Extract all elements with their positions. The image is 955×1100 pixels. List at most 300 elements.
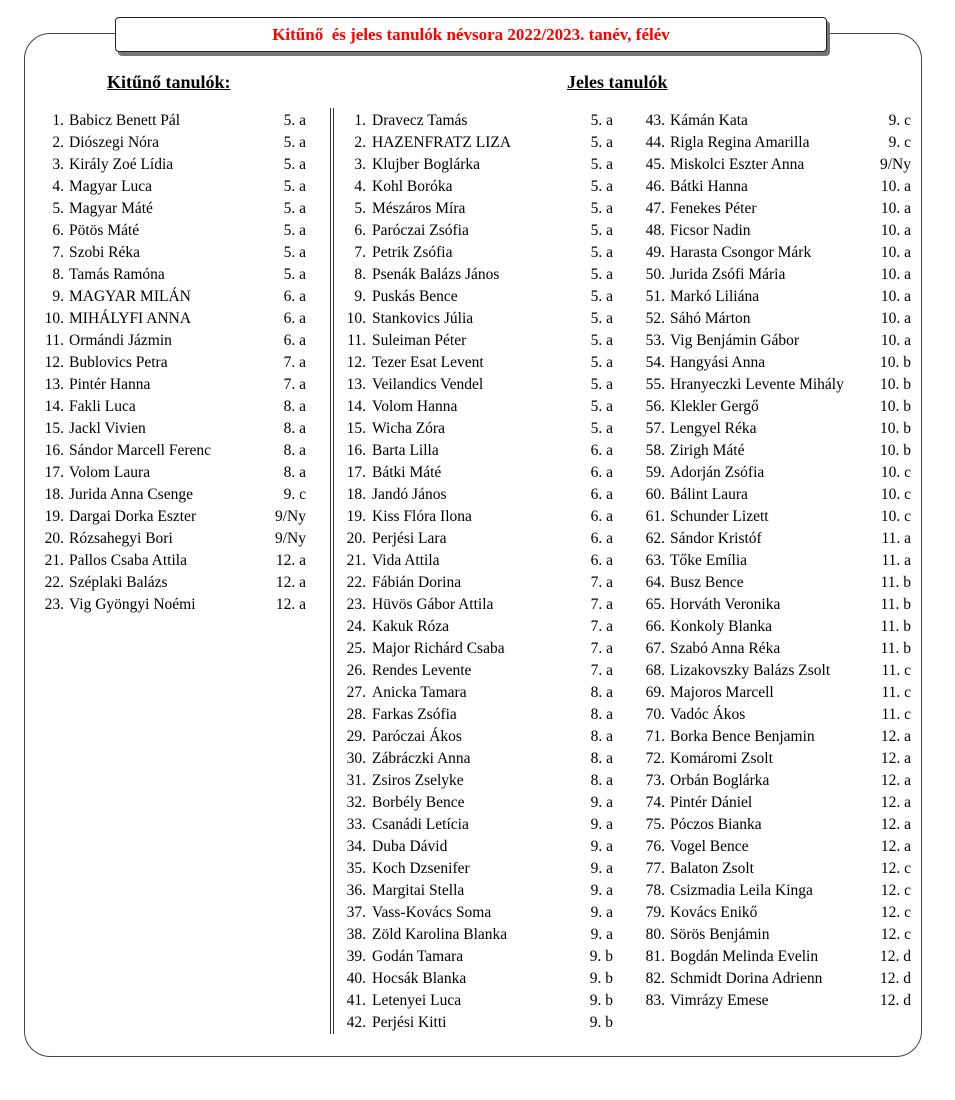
class-label: 6. a xyxy=(590,464,613,481)
class-label: 9. a xyxy=(590,860,613,877)
item-number: 57. xyxy=(645,420,665,437)
list-item xyxy=(40,528,306,550)
item-number: 71. xyxy=(645,728,665,745)
list-item xyxy=(341,418,613,440)
item-number: 7. xyxy=(354,244,366,261)
list-item xyxy=(341,198,613,220)
class-label: 8. a xyxy=(590,772,613,789)
item-number: 6. xyxy=(52,222,64,239)
class-label: 6. a xyxy=(590,508,613,525)
list-item xyxy=(341,176,613,198)
student-name: Tamás Ramóna xyxy=(69,266,165,283)
class-label: 9. c xyxy=(888,134,911,151)
list-item xyxy=(40,352,306,374)
student-name: Kohl Boróka xyxy=(372,178,453,195)
item-number: 56. xyxy=(645,398,665,415)
class-label: 5. a xyxy=(590,420,613,437)
item-number: 37. xyxy=(346,904,366,921)
list-item xyxy=(341,902,613,924)
class-label: 8. a xyxy=(283,420,306,437)
student-name: Letenyei Luca xyxy=(372,992,462,1009)
list-item xyxy=(641,946,911,968)
class-label: 11. a xyxy=(881,552,911,569)
list-item xyxy=(341,660,613,682)
item-number: 67. xyxy=(645,640,665,657)
student-name: Hranyeczki Levente Mihály xyxy=(670,376,844,393)
class-label: 8. a xyxy=(590,750,613,767)
list-item xyxy=(341,682,613,704)
class-label: 9/Ny xyxy=(275,530,306,547)
list-item xyxy=(641,682,911,704)
class-label: 10. b xyxy=(880,442,911,459)
student-name: Anicka Tamara xyxy=(372,684,467,701)
class-label: 5. a xyxy=(590,156,613,173)
class-label: 11. b xyxy=(880,596,911,613)
list-item xyxy=(40,396,306,418)
item-number: 24. xyxy=(346,618,366,635)
list-item xyxy=(40,572,306,594)
item-number: 9. xyxy=(354,288,366,305)
item-number: 15. xyxy=(44,420,64,437)
class-label: 9. a xyxy=(590,816,613,833)
list-item xyxy=(641,858,911,880)
list-item xyxy=(641,792,911,814)
class-label: 8. a xyxy=(283,464,306,481)
class-label: 8. a xyxy=(590,706,613,723)
list-item xyxy=(341,462,613,484)
list-item xyxy=(641,352,911,374)
student-name: Puskás Bence xyxy=(372,288,458,305)
student-name: Lizakovszky Balázs Zsolt xyxy=(670,662,831,679)
list-item xyxy=(341,484,613,506)
list-item xyxy=(40,418,306,440)
kitunok-list xyxy=(40,110,306,616)
list-item xyxy=(641,726,911,748)
list-item xyxy=(641,968,911,990)
student-name: Horváth Veronika xyxy=(670,596,781,613)
item-number: 21. xyxy=(346,552,366,569)
list-item xyxy=(40,484,306,506)
item-number: 80. xyxy=(645,926,665,943)
list-item xyxy=(641,836,911,858)
list-item xyxy=(641,308,911,330)
list-item xyxy=(641,286,911,308)
list-item xyxy=(40,286,306,308)
class-label: 6. a xyxy=(590,530,613,547)
student-name: Godán Tamara xyxy=(372,948,464,965)
item-number: 83. xyxy=(645,992,665,1009)
class-label: 8. a xyxy=(283,398,306,415)
student-name: Harasta Csongor Márk xyxy=(670,244,812,261)
item-number: 2. xyxy=(354,134,366,151)
class-label: 12. a xyxy=(880,750,911,767)
class-label: 5. a xyxy=(283,244,306,261)
item-number: 63. xyxy=(645,552,665,569)
list-item xyxy=(341,264,613,286)
item-number: 59. xyxy=(645,464,665,481)
list-item xyxy=(341,924,613,946)
item-number: 11. xyxy=(45,332,64,349)
class-label: 12. a xyxy=(880,772,911,789)
class-label: 5. a xyxy=(590,178,613,195)
item-number: 2. xyxy=(52,134,64,151)
class-label: 11. c xyxy=(881,662,911,679)
item-number: 48. xyxy=(645,222,665,239)
student-name: Zirigh Máté xyxy=(670,442,745,459)
item-number: 54. xyxy=(645,354,665,371)
class-label: 10. c xyxy=(880,508,911,525)
list-item xyxy=(641,506,911,528)
item-number: 18. xyxy=(44,486,64,503)
list-item xyxy=(40,176,306,198)
list-item xyxy=(641,990,911,1012)
student-name: Petrik Zsófia xyxy=(372,244,453,261)
list-item xyxy=(341,792,613,814)
student-name: Tezer Esat Levent xyxy=(372,354,484,371)
student-name: Perjési Kitti xyxy=(372,1014,447,1031)
list-item xyxy=(341,308,613,330)
list-item xyxy=(40,110,306,132)
list-item xyxy=(641,638,911,660)
class-label: 10. a xyxy=(880,288,911,305)
student-name: Borka Bence Benjamin xyxy=(670,728,815,745)
student-name: Barta Lilla xyxy=(372,442,439,459)
class-label: 5. a xyxy=(590,266,613,283)
item-number: 17. xyxy=(346,464,366,481)
list-item xyxy=(40,154,306,176)
student-name: Jurida Zsófi Mária xyxy=(670,266,786,283)
class-label: 10. a xyxy=(880,310,911,327)
class-label: 9. a xyxy=(590,794,613,811)
student-name: Farkas Zsófia xyxy=(372,706,457,723)
list-item xyxy=(40,308,306,330)
class-label: 11. b xyxy=(880,618,911,635)
list-item xyxy=(641,594,911,616)
class-label: 10. a xyxy=(880,244,911,261)
item-number: 11. xyxy=(347,332,366,349)
student-name: Csanádi Letícia xyxy=(372,816,469,833)
list-item xyxy=(641,528,911,550)
student-name: Hüvös Gábor Attila xyxy=(372,596,494,613)
student-name: Bátki Hanna xyxy=(670,178,748,195)
list-item xyxy=(40,440,306,462)
student-name: Csizmadia Leila Kinga xyxy=(670,882,813,899)
student-name: Vimrázy Emese xyxy=(670,992,769,1009)
class-label: 7. a xyxy=(283,376,306,393)
list-item xyxy=(641,330,911,352)
item-number: 19. xyxy=(44,508,64,525)
item-number: 31. xyxy=(346,772,366,789)
student-name: Szobi Réka xyxy=(69,244,141,261)
student-name: MIHÁLYFI ANNA xyxy=(69,310,192,327)
list-item xyxy=(341,704,613,726)
class-label: 7. a xyxy=(590,618,613,635)
class-label: 5. a xyxy=(590,200,613,217)
item-number: 55. xyxy=(645,376,665,393)
class-label: 6. a xyxy=(283,310,306,327)
student-name: Kakuk Róza xyxy=(372,618,450,635)
student-name: Komáromi Zsolt xyxy=(670,750,773,767)
student-name: Vig Gyöngyi Noémi xyxy=(69,596,196,613)
list-item xyxy=(341,110,613,132)
class-label: 5. a xyxy=(283,134,306,151)
student-name: Paróczai Zsófia xyxy=(372,222,469,239)
item-number: 5. xyxy=(354,200,366,217)
list-item xyxy=(641,242,911,264)
list-item xyxy=(641,924,911,946)
item-number: 81. xyxy=(645,948,665,965)
list-item xyxy=(641,880,911,902)
list-item xyxy=(341,990,613,1012)
class-label: 8. a xyxy=(590,728,613,745)
student-name: Póczos Bianka xyxy=(670,816,762,833)
item-number: 23. xyxy=(346,596,366,613)
class-label: 7. a xyxy=(590,574,613,591)
list-item xyxy=(40,242,306,264)
class-label: 12. c xyxy=(880,882,911,899)
class-label: 10. b xyxy=(880,398,911,415)
class-label: 5. a xyxy=(590,398,613,415)
list-item xyxy=(40,264,306,286)
class-label: 10. a xyxy=(880,178,911,195)
list-item xyxy=(341,550,613,572)
class-label: 5. a xyxy=(283,222,306,239)
student-name: Psenák Balázs János xyxy=(372,266,500,283)
item-number: 52. xyxy=(645,310,665,327)
item-number: 34. xyxy=(346,838,366,855)
student-name: Wicha Zóra xyxy=(372,420,445,437)
class-label: 12. d xyxy=(880,970,911,987)
class-label: 9/Ny xyxy=(275,508,306,525)
list-item xyxy=(341,220,613,242)
list-item xyxy=(341,1012,613,1034)
student-name: Rendes Levente xyxy=(372,662,472,679)
item-number: 76. xyxy=(645,838,665,855)
student-name: Margitai Stella xyxy=(372,882,465,899)
list-item xyxy=(341,968,613,990)
student-name: Kámán Kata xyxy=(670,112,748,129)
student-name: Diószegi Nóra xyxy=(69,134,159,151)
item-number: 16. xyxy=(346,442,366,459)
class-label: 5. a xyxy=(590,354,613,371)
list-item xyxy=(341,638,613,660)
student-name: Klujber Boglárka xyxy=(372,156,481,173)
student-name: Jandó János xyxy=(372,486,447,503)
class-label: 9. a xyxy=(590,904,613,921)
student-name: Busz Bence xyxy=(670,574,744,591)
class-label: 5. a xyxy=(283,266,306,283)
list-item xyxy=(641,902,911,924)
item-number: 4. xyxy=(52,178,64,195)
list-item xyxy=(641,814,911,836)
item-number: 8. xyxy=(354,266,366,283)
item-number: 53. xyxy=(645,332,665,349)
class-label: 5. a xyxy=(590,222,613,239)
student-name: Pallos Csaba Attila xyxy=(69,552,187,569)
item-number: 15. xyxy=(346,420,366,437)
item-number: 10. xyxy=(44,310,64,327)
item-number: 10. xyxy=(346,310,366,327)
student-name: Pintér Dániel xyxy=(670,794,753,811)
item-number: 60. xyxy=(645,486,665,503)
class-label: 6. a xyxy=(590,486,613,503)
item-number: 47. xyxy=(645,200,665,217)
list-item xyxy=(341,594,613,616)
class-label: 10. a xyxy=(880,200,911,217)
list-item xyxy=(641,484,911,506)
class-label: 8. a xyxy=(590,684,613,701)
list-item xyxy=(341,396,613,418)
list-item xyxy=(341,154,613,176)
student-name: Sörös Benjámin xyxy=(670,926,770,943)
item-number: 26. xyxy=(346,662,366,679)
list-item xyxy=(641,572,911,594)
student-name: Pötös Máté xyxy=(69,222,140,239)
student-name: Mészáros Míra xyxy=(372,200,466,217)
student-name: Borbély Bence xyxy=(372,794,465,811)
list-item xyxy=(341,946,613,968)
class-label: 12. a xyxy=(880,794,911,811)
class-label: 9. b xyxy=(589,1014,613,1031)
student-name: Sándor Kristóf xyxy=(670,530,762,547)
list-item xyxy=(40,132,306,154)
item-number: 50. xyxy=(645,266,665,283)
item-number: 69. xyxy=(645,684,665,701)
item-number: 12. xyxy=(44,354,64,371)
list-item xyxy=(341,880,613,902)
item-number: 13. xyxy=(44,376,64,393)
list-item xyxy=(641,440,911,462)
list-item xyxy=(341,286,613,308)
student-name: Lengyel Réka xyxy=(670,420,757,437)
jelesek-list-2 xyxy=(641,110,911,1012)
list-item xyxy=(341,836,613,858)
student-name: Vogel Bence xyxy=(670,838,749,855)
item-number: 39. xyxy=(346,948,366,965)
class-label: 12. d xyxy=(880,992,911,1009)
item-number: 73. xyxy=(645,772,665,789)
list-item xyxy=(341,726,613,748)
class-label: 5. a xyxy=(590,112,613,129)
student-name: Ficsor Nadin xyxy=(670,222,751,239)
student-name: Széplaki Balázs xyxy=(69,574,168,591)
student-name: Sándor Marcell Ferenc xyxy=(69,442,212,459)
class-label: 5. a xyxy=(590,310,613,327)
list-item xyxy=(641,418,911,440)
student-name: HAZENFRATZ LIZA xyxy=(372,134,512,151)
class-label: 5. a xyxy=(590,376,613,393)
student-name: Volom Laura xyxy=(69,464,151,481)
student-name: Hocsák Blanka xyxy=(372,970,467,987)
item-number: 35. xyxy=(346,860,366,877)
item-number: 46. xyxy=(645,178,665,195)
class-label: 11. b xyxy=(880,574,911,591)
student-name: Suleiman Péter xyxy=(372,332,467,349)
list-item xyxy=(641,198,911,220)
item-number: 22. xyxy=(346,574,366,591)
item-number: 79. xyxy=(645,904,665,921)
heading-jelesek: Jeles tanulók xyxy=(567,72,668,92)
list-item xyxy=(341,440,613,462)
student-name: Miskolci Eszter Anna xyxy=(670,156,805,173)
item-number: 7. xyxy=(52,244,64,261)
item-number: 65. xyxy=(645,596,665,613)
item-number: 22. xyxy=(44,574,64,591)
item-number: 61. xyxy=(645,508,665,525)
list-item xyxy=(341,132,613,154)
list-item xyxy=(341,814,613,836)
item-number: 21. xyxy=(44,552,64,569)
class-label: 9. b xyxy=(589,970,613,987)
class-label: 5. a xyxy=(590,244,613,261)
student-name: Fenekes Péter xyxy=(670,200,757,217)
class-label: 12. a xyxy=(880,728,911,745)
student-name: Bálint Laura xyxy=(670,486,748,503)
student-name: Dargai Dorka Eszter xyxy=(69,508,197,525)
item-number: 1. xyxy=(354,112,366,129)
student-name: Tőke Emília xyxy=(670,552,748,569)
class-label: 5. a xyxy=(283,200,306,217)
list-item xyxy=(341,748,613,770)
class-label: 9. a xyxy=(590,838,613,855)
item-number: 36. xyxy=(346,882,366,899)
student-name: Perjési Lara xyxy=(372,530,447,547)
item-number: 14. xyxy=(346,398,366,415)
list-item xyxy=(341,770,613,792)
title-box xyxy=(115,17,827,52)
item-number: 32. xyxy=(346,794,366,811)
item-number: 66. xyxy=(645,618,665,635)
item-number: 17. xyxy=(44,464,64,481)
student-name: Bátki Máté xyxy=(372,464,442,481)
item-number: 43. xyxy=(645,112,665,129)
student-name: Schunder Lizett xyxy=(670,508,769,525)
item-number: 12. xyxy=(346,354,366,371)
list-item xyxy=(341,506,613,528)
class-label: 5. a xyxy=(590,288,613,305)
item-number: 62. xyxy=(645,530,665,547)
list-item xyxy=(40,330,306,352)
class-label: 9. b xyxy=(589,948,613,965)
class-label: 6. a xyxy=(283,288,306,305)
student-name: Ormándi Jázmin xyxy=(69,332,172,349)
list-item xyxy=(341,242,613,264)
class-label: 7. a xyxy=(590,662,613,679)
student-name: Magyar Máté xyxy=(69,200,153,217)
item-number: 23. xyxy=(44,596,64,613)
list-item xyxy=(641,770,911,792)
item-number: 33. xyxy=(346,816,366,833)
item-number: 13. xyxy=(346,376,366,393)
class-label: 11. c xyxy=(881,684,911,701)
student-name: Fábián Dorina xyxy=(372,574,462,591)
list-item xyxy=(641,550,911,572)
item-number: 20. xyxy=(44,530,64,547)
item-number: 28. xyxy=(346,706,366,723)
item-number: 9. xyxy=(52,288,64,305)
list-item xyxy=(641,396,911,418)
student-name: Szabó Anna Réka xyxy=(670,640,781,657)
student-name: Orbán Boglárka xyxy=(670,772,770,789)
student-name: Schmidt Dorina Adrienn xyxy=(670,970,823,987)
student-name: Kiss Flóra Ilona xyxy=(372,508,472,525)
student-name: Duba Dávid xyxy=(372,838,448,855)
item-number: 19. xyxy=(346,508,366,525)
page-title: Kitűnő és jeles tanulók névsora 2022/2023. tanév, félév xyxy=(272,24,670,44)
list-item xyxy=(40,550,306,572)
list-item xyxy=(641,110,911,132)
list-item xyxy=(341,374,613,396)
